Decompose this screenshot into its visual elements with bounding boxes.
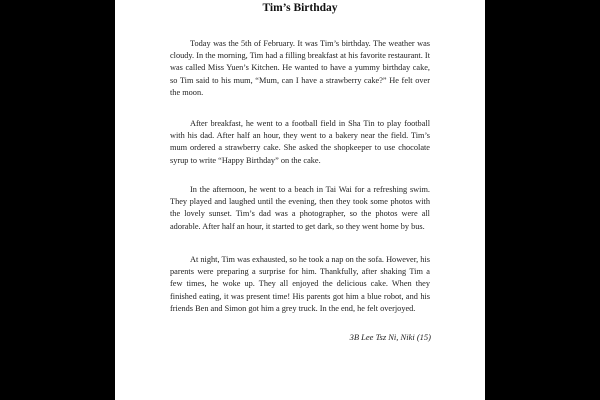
- document-page: [115, 0, 485, 400]
- paragraph-4: At night, Tim was exhausted, so he took a nap on the sofa. However, his parents were preparing a surprise for him. Thankfully, after shaking Tim a few times, he woke up. They all enjoyed the delicious cake. When they finished eating, it was present time! His parents got him a blue robot, and his friends Ben and Simon got him a grey truck. In the end, he felt overjoyed.: [170, 255, 430, 313]
- paragraph-1: Today was the 5th of February. It was Tim’s birthday. The weather was cloudy. In the morning, Tim had a filling breakfast at his favorite restaurant. It was called Miss Yuen’s Kitchen. He wanted to have a yummy birthday cake, so Tim said to his mum, “Mum, can I have a strawberry cake?” He felt over the moon.: [170, 39, 430, 97]
- author-signature: 3B Lee Tsz Ni, Niki (15): [349, 332, 431, 342]
- page-title: Tim’s Birthday: [262, 2, 338, 14]
- paragraph-3: In the afternoon, he went to a beach in Tai Wai for a refreshing swim. They played and laughed until the evening, then they took some photos with the lovely sunset. Tim’s dad was a photographer, so the photos were all adorable. After half an hour, it started to get dark, so they went home by bus.: [170, 185, 430, 231]
- paragraph-2: After breakfast, he went to a football field in Sha Tin to play football with his dad. After half an hour, they went to a bakery near the field. Tim’s mum ordered a strawberry cake. She asked the shopkeeper to use chocolate syrup to write “Happy Birthday” on the cake.: [170, 119, 430, 165]
